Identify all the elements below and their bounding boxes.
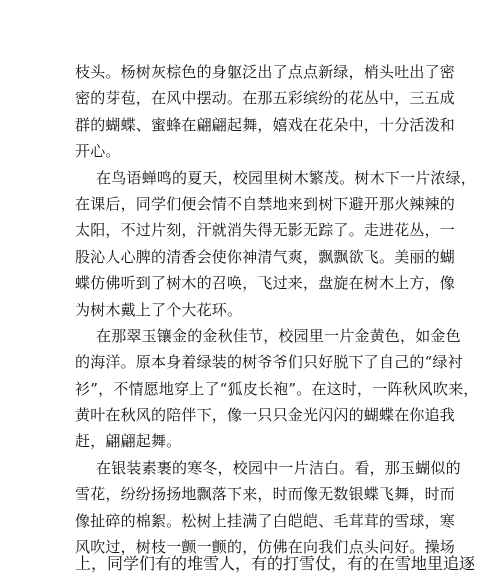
paragraph-summer: [75, 165, 477, 323]
cut-off-line: [75, 551, 476, 573]
text-line: 黄叶在秋风的陪伴下，像一只只金光闪闪的蝴蝶在你追我: [75, 406, 456, 425]
paragraph-autumn: [75, 323, 479, 455]
text-line: 蝶仿佛听到了树木的召唤，飞过来，盘旋在树木上方，像: [75, 274, 456, 293]
text-line: 衫”，不情愿地穿上了“狐皮长袍”。在这时，一阵秋风吹来，: [75, 379, 479, 398]
text-line: 的海洋。原本身着绿装的树爷爷们只好脱下了自己的“绿衬: [75, 353, 463, 372]
text-line: 为树木戴上了个大花环。: [75, 300, 243, 319]
text-line: 在银装素裹的寒冬，校园中一片洁白。看，那玉蝴似的: [96, 458, 461, 477]
text-line: 像扯碎的棉絮。松树上挂满了白皑皑、毛茸茸的雪球，寒: [75, 511, 456, 530]
text-line: 太阳，不过片刻，汗就消失得无影无踪了。走进花丛，一: [75, 221, 456, 240]
text-line: 雪花，纷纷扬扬地飘落下来，时而像无数银蝶飞舞，时而: [75, 485, 456, 504]
document-body: [75, 59, 479, 560]
text-line: 赶，翩翩起舞。: [75, 432, 182, 451]
text-line: 在课后，同学们便会情不自禁地来到树下避开那火辣辣的: [75, 194, 456, 213]
text-line: 股沁人心脾的清香会使你神清气爽，飘飘欲飞。美丽的蝴: [75, 247, 456, 266]
paragraph-winter: [75, 455, 461, 561]
text-line: 开心。: [75, 142, 121, 161]
text-line: 上，同学们有的堆雪人，有的打雪仗，有的在雪地里追逐: [75, 554, 476, 573]
text-line: 枝头。杨树灰棕色的身躯泛出了点点新绿，梢头吐出了密: [75, 63, 456, 81]
text-line: 在鸟语蝉鸣的夏天，校园里树木繁茂。树木下一片浓绿，: [96, 168, 477, 187]
paragraph-spring: [75, 59, 456, 165]
text-line: 密的芽苞，在风中摆动。在那五彩缤纷的花丛中，三五成: [75, 89, 456, 108]
text-line: 群的蝴蝶、蜜蜂在翩翩起舞，嬉戏在花朵中，十分活泼和: [75, 115, 456, 134]
text-line: 在那翠玉镶金的金秋佳节，校园里一片金黄色，如金色: [96, 326, 461, 345]
text-line: 风吹过，树枝一颤一颤的，仿佛在向我们点头问好。操场: [75, 538, 456, 557]
